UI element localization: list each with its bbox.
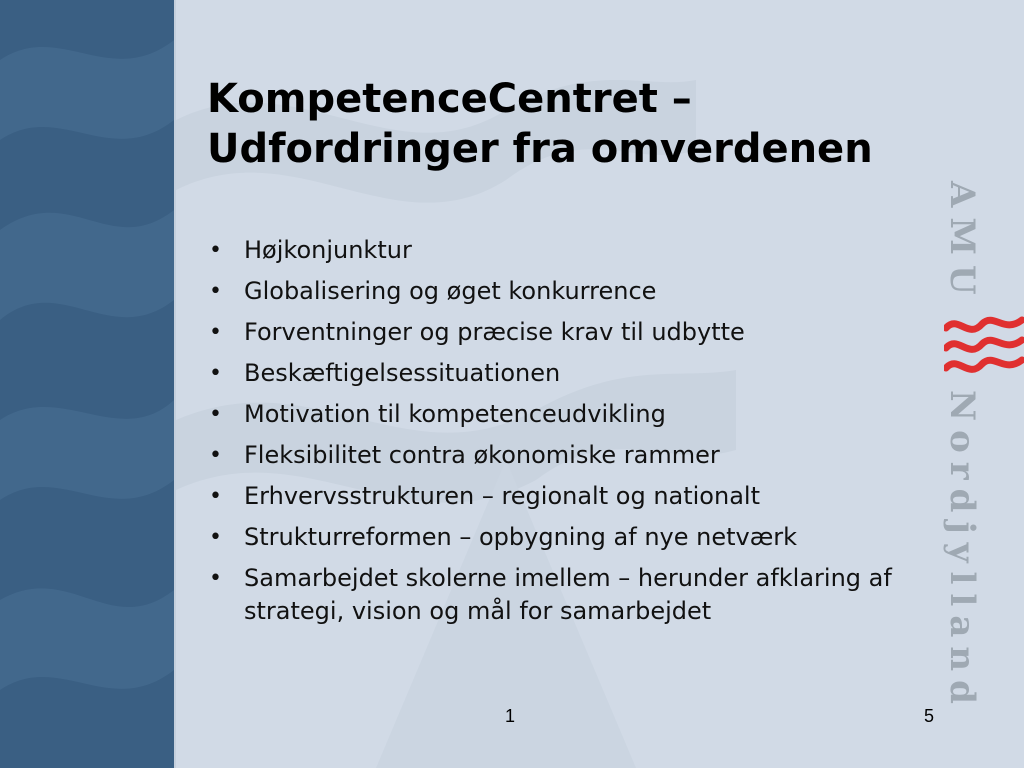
bullet-item: • Fleksibilitet contra økonomiske rammer (207, 439, 907, 472)
bullet-item: • Samarbejdet skolerne imellem – herunder afklaring af strategi, vision og mål for samarbejdet (207, 562, 907, 628)
bullet-item: • Motivation til kompetenceudvikling (207, 398, 907, 431)
footer-number: 1 (505, 706, 516, 726)
slide-number: 5 (924, 706, 935, 726)
bullet-item: • Højkonjunktur (207, 234, 907, 267)
bullet-list (207, 234, 907, 636)
bullet-item: • Erhvervsstrukturen – regionalt og nationalt (207, 480, 907, 513)
title-line-1: KompetenceCentret – (207, 76, 692, 122)
bullet-item: • Beskæftigelsessituationen (207, 357, 907, 390)
bullet-item: • Globalisering og øget konkurrence (207, 275, 907, 308)
slide-title (207, 74, 967, 174)
sidebar-wave-pattern (0, 0, 174, 768)
title-line-2: Udfordringer fra omverdenen (207, 126, 873, 172)
sidebar-panel (0, 0, 174, 768)
logo-wave-icon (944, 310, 1024, 382)
bullet-item: • Forventninger og præcise krav til udbytte (207, 316, 907, 349)
logo-nordjylland-text: Nordjylland (942, 390, 982, 713)
bullet-item: • Strukturreformen – opbygning af nye netværk (207, 521, 907, 554)
logo-amu-text: AMU (942, 181, 982, 305)
